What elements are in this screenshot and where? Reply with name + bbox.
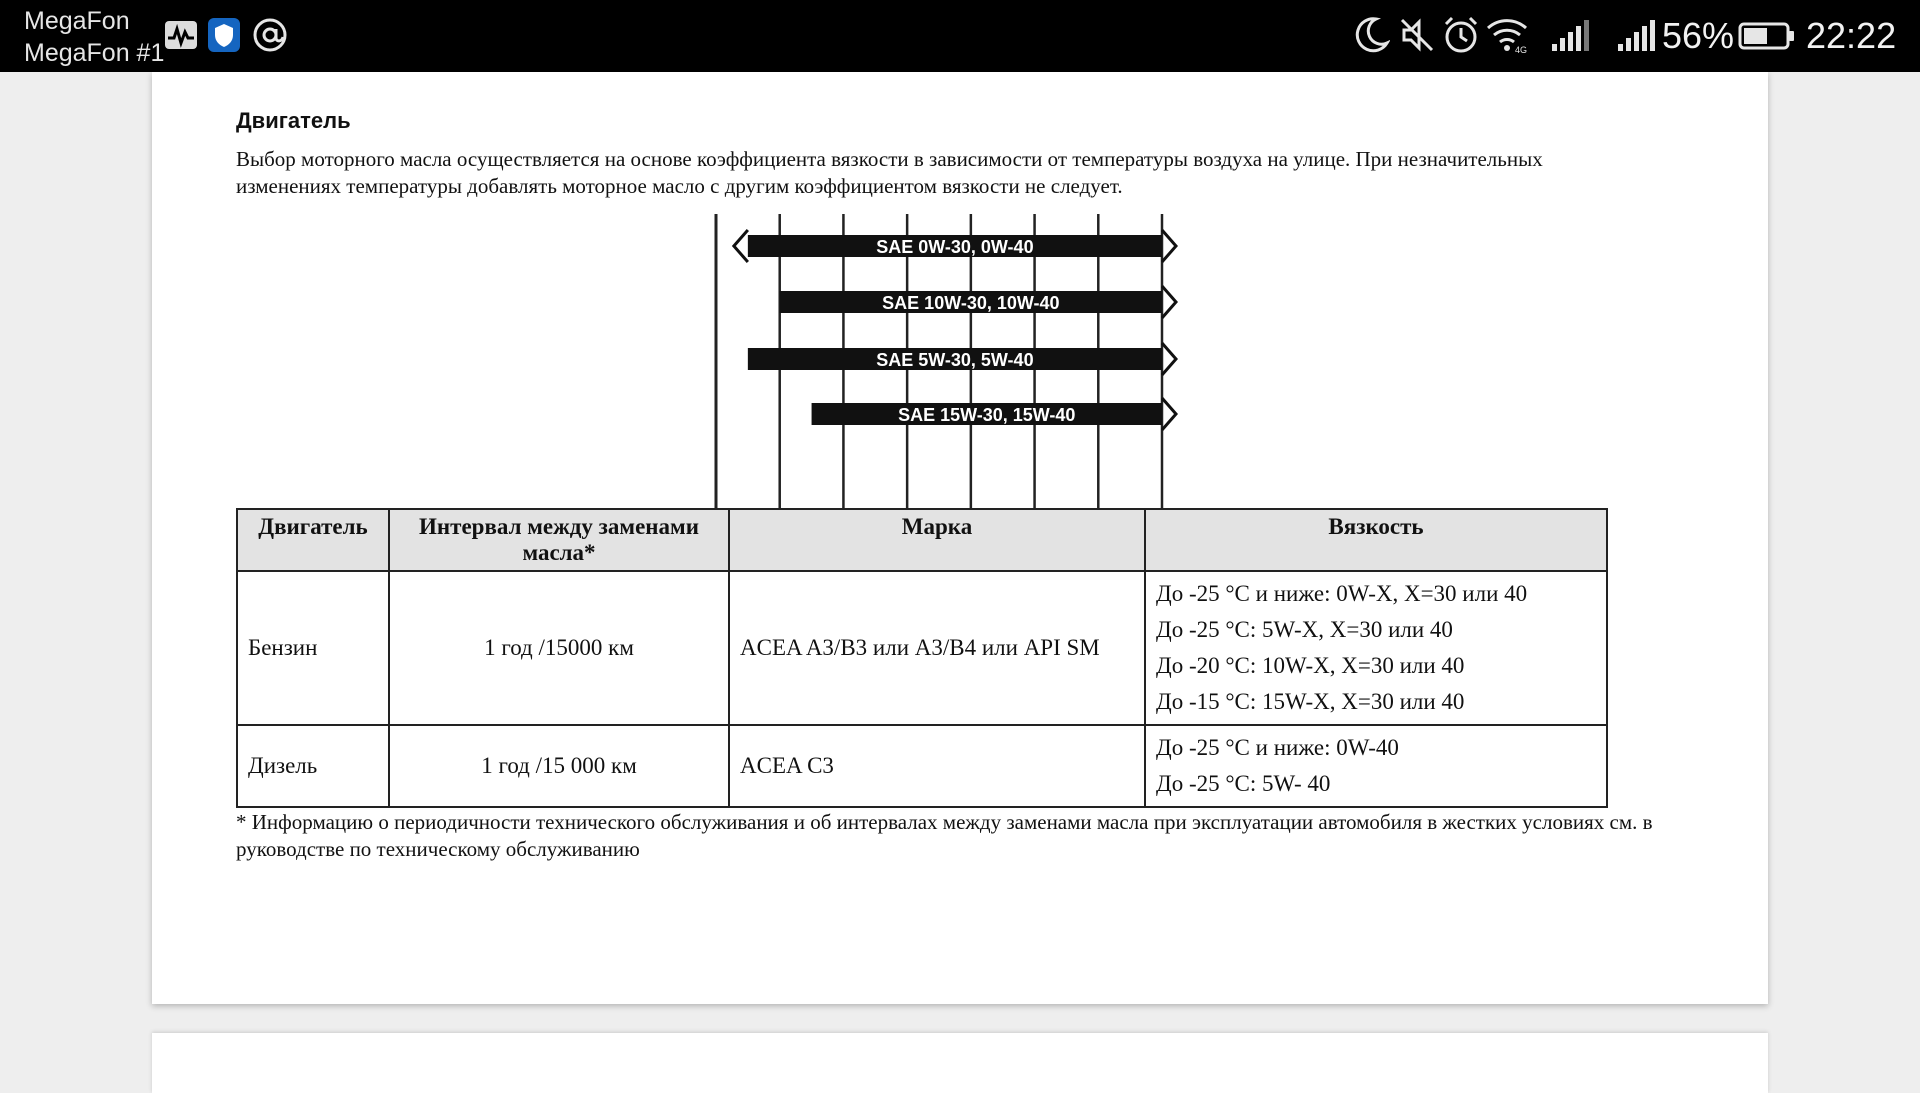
bar-arrow-left [734,230,748,262]
activity-monitor-icon [164,20,198,50]
interval-cell: 1 год /15000 км [389,571,729,725]
battery-icon [1738,22,1796,50]
signal-icon [1550,18,1590,52]
battery-percent: 56% [1662,15,1735,56]
brand-cell: ACEA C3 [729,725,1145,807]
intro-paragraph: Выбор моторного масла осуществляется на основе коэффициента вязкости в зависимости от температуры воздуха на улице. При незначительных изменениях температуры добавлять моторное масло с другим коэффициентом вязкости не следует. [236,147,1543,198]
next-document-page [152,1033,1768,1093]
table-header-row [237,509,1607,571]
carrier-name-secondary: MegaFon #1 [24,39,165,67]
bar-arrow-right [1162,398,1176,430]
carrier-name: MegaFon [24,7,130,35]
svg-text:4G: 4G [1515,45,1528,54]
viscosity-line: До -25 °C: 5W- 40 [1156,771,1331,796]
bar-arrow-right [1162,230,1176,262]
series-label: SAE 10W-30, 10W-40 [882,293,1060,313]
mute-icon [1398,16,1436,54]
alarm-icon [1442,15,1480,55]
shield-icon [208,18,240,52]
column-header: Вязкость [1145,509,1607,571]
series-label: SAE 5W-30, 5W-40 [876,350,1034,370]
viscosity-cell [1145,725,1607,807]
oil-spec-table [236,508,1608,808]
status-bar [0,0,1920,72]
column-header: Двигатель [237,509,389,571]
table-row [237,725,1607,807]
column-header: Марка [729,509,1145,571]
column-header: Интервал между заменами масла* [389,509,729,571]
carrier-info [24,5,164,69]
engine-cell: Бензин [237,571,389,725]
brand-cell: ACEA A3/B3 или A3/B4 или API SM [729,571,1145,725]
bar-arrow-right [1162,286,1176,318]
table-row [237,571,1607,725]
wifi-icon [1486,16,1528,54]
viscosity-line: До -25 °C: 5W-X, X=30 или 40 [1156,617,1453,642]
series-label: SAE 0W-30, 0W-40 [876,237,1034,257]
bar-arrow-right [1162,343,1176,375]
series-label: SAE 15W-30, 15W-40 [898,405,1076,425]
footnote: * Информацию о периодичности технического обслуживания и об интервалах между заменами масла при эксплуатации автомобиля в жестких условиях см. в руководстве по техническому обслуживанию [236,810,1653,861]
clock: 22:22 [1806,15,1897,56]
document-page [152,72,1768,1004]
at-sign-icon [252,17,288,53]
engine-cell: Дизель [237,725,389,807]
interval-cell: 1 год /15 000 км [389,725,729,807]
signal-icon [1616,18,1656,52]
viscosity-line: До -25 °C и ниже: 0W-X, X=30 или 40 [1156,581,1528,606]
viscosity-line: До -20 °C: 10W-X, X=30 или 40 [1156,653,1465,678]
viscosity-cell [1145,571,1607,725]
moon-icon [1354,16,1390,54]
viscosity-line: До -15 °C: 15W-X, X=30 или 40 [1156,689,1465,714]
section-heading: Двигатель [236,108,351,133]
viscosity-line: До -25 °C и ниже: 0W-40 [1156,735,1399,760]
